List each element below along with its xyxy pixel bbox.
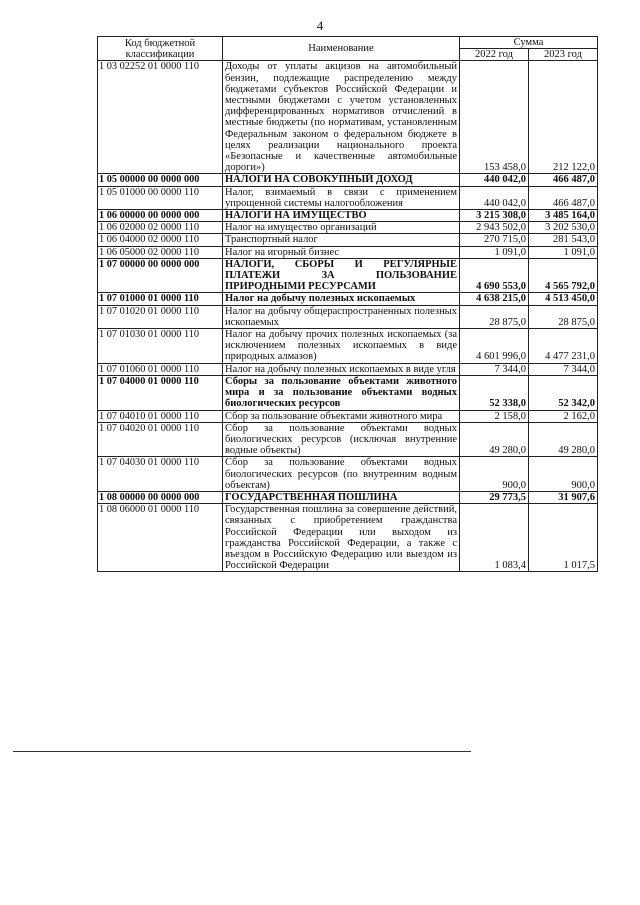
row-name: Государственная пошлина за совершение действий, связанных с приобретением гражданства Российской Федерации или выходом из гражданства Российской Федерации, а также с въездом в Российскую Федерацию или выездом из Российской Федерации — [223, 504, 460, 572]
row-code: 1 07 04020 01 0000 110 — [98, 422, 223, 457]
header-sum: Сумма — [460, 37, 598, 49]
row-code: 1 07 01020 01 0000 110 — [98, 305, 223, 328]
row-name: Налог на добычу полезных ископаемых — [223, 293, 460, 305]
row-sum-2023: 3 202 530,0 — [529, 222, 598, 234]
table-row — [98, 246, 598, 258]
header-year-2023: 2023 год — [529, 49, 598, 61]
row-code: 1 06 02000 02 0000 110 — [98, 222, 223, 234]
row-name: Налог на добычу общераспространенных полезных ископаемых — [223, 305, 460, 328]
table-row — [98, 363, 598, 375]
row-name: Налог, взимаемый в связи с применением упрощенной системы налогообложения — [223, 186, 460, 209]
header-code: Код бюджетной классификации — [98, 37, 223, 61]
row-sum-2022: 1 083,4 — [460, 504, 529, 572]
row-sum-2023: 1 017,5 — [529, 504, 598, 572]
row-sum-2022: 3 215 308,0 — [460, 210, 529, 222]
row-sum-2022: 2 943 502,0 — [460, 222, 529, 234]
row-name: Доходы от уплаты акцизов на автомобильный бензин, подлежащие распределению между бюджетами субъектов Российской Федерации и местными бюджетами с учетом установленных дифференцированных нормативов отчислений в местные бюджеты (по нормативам, установленным Федеральным законом о федеральном бюджете в целях реализации национального проекта «Безопасные и качественные автомобильные дороги») — [223, 61, 460, 174]
row-sum-2022: 270 715,0 — [460, 234, 529, 246]
row-sum-2023: 4 477 231,0 — [529, 329, 598, 364]
table-row — [98, 258, 598, 293]
row-code: 1 07 04030 01 0000 110 — [98, 457, 223, 492]
table-row — [98, 293, 598, 305]
row-sum-2022: 440 042,0 — [460, 174, 529, 186]
row-sum-2022: 28 875,0 — [460, 305, 529, 328]
row-sum-2023: 52 342,0 — [529, 375, 598, 410]
row-sum-2023: 281 543,0 — [529, 234, 598, 246]
row-code: 1 06 04000 02 0000 110 — [98, 234, 223, 246]
row-sum-2022: 52 338,0 — [460, 375, 529, 410]
row-sum-2022: 440 042,0 — [460, 186, 529, 209]
table-row — [98, 186, 598, 209]
row-code: 1 08 00000 00 0000 000 — [98, 491, 223, 503]
page-number: 4 — [316, 18, 324, 33]
row-sum-2022: 4 690 553,0 — [460, 258, 529, 293]
row-sum-2022: 4 601 996,0 — [460, 329, 529, 364]
table-row — [98, 329, 598, 364]
row-sum-2023: 31 907,6 — [529, 491, 598, 503]
table-row — [98, 174, 598, 186]
row-sum-2023: 466 487,0 — [529, 186, 598, 209]
row-name: Сборы за пользование объектами животного мира и за пользование объектами водных биологических ресурсов — [223, 375, 460, 410]
row-sum-2022: 153 458,0 — [460, 61, 529, 174]
row-sum-2023: 900,0 — [529, 457, 598, 492]
row-code: 1 07 04010 01 0000 110 — [98, 410, 223, 422]
row-code: 1 06 05000 02 0000 110 — [98, 246, 223, 258]
row-name: Налог на добычу прочих полезных ископаемых (за исключением полезных ископаемых в виде природных алмазов) — [223, 329, 460, 364]
table-row — [98, 504, 598, 572]
row-name: НАЛОГИ НА СОВОКУПНЫЙ ДОХОД — [223, 174, 460, 186]
row-name: Транспортный налог — [223, 234, 460, 246]
table-row — [98, 410, 598, 422]
row-sum-2023: 49 280,0 — [529, 422, 598, 457]
row-name: Налог на добычу полезных ископаемых в виде угля — [223, 363, 460, 375]
header-row — [98, 37, 598, 49]
row-code: 1 07 00000 00 0000 000 — [98, 258, 223, 293]
row-sum-2023: 3 485 164,0 — [529, 210, 598, 222]
row-sum-2023: 28 875,0 — [529, 305, 598, 328]
table-row — [98, 305, 598, 328]
row-sum-2022: 900,0 — [460, 457, 529, 492]
row-name: Сбор за пользование объектами животного мира — [223, 410, 460, 422]
row-name: Налог на имущество организаций — [223, 222, 460, 234]
row-sum-2023: 4 565 792,0 — [529, 258, 598, 293]
row-code: 1 08 06000 01 0000 110 — [98, 504, 223, 572]
row-name: Налог на игорный бизнес — [223, 246, 460, 258]
row-sum-2023: 466 487,0 — [529, 174, 598, 186]
row-sum-2022: 49 280,0 — [460, 422, 529, 457]
row-sum-2023: 2 162,0 — [529, 410, 598, 422]
table-row — [98, 422, 598, 457]
table-row — [98, 210, 598, 222]
row-name: Сбор за пользование объектами водных биологических ресурсов (по внутренним водным объектам) — [223, 457, 460, 492]
row-name: Сбор за пользование объектами водных биологических ресурсов (исключая внутренние водные объекты) — [223, 422, 460, 457]
row-code: 1 03 02252 01 0000 110 — [98, 61, 223, 174]
row-code: 1 07 01030 01 0000 110 — [98, 329, 223, 364]
row-name: ГОСУДАРСТВЕННАЯ ПОШЛИНА — [223, 491, 460, 503]
row-sum-2022: 29 773,5 — [460, 491, 529, 503]
row-sum-2022: 4 638 215,0 — [460, 293, 529, 305]
row-code: 1 07 04000 01 0000 110 — [98, 375, 223, 410]
budget-table — [97, 36, 598, 572]
row-name: НАЛОГИ НА ИМУЩЕСТВО — [223, 210, 460, 222]
row-code: 1 05 00000 00 0000 000 — [98, 174, 223, 186]
table-row — [98, 457, 598, 492]
header-name: Наименование — [223, 37, 460, 61]
row-sum-2022: 1 091,0 — [460, 246, 529, 258]
row-code: 1 07 01000 01 0000 110 — [98, 293, 223, 305]
row-sum-2023: 7 344,0 — [529, 363, 598, 375]
table-row — [98, 222, 598, 234]
row-sum-2023: 1 091,0 — [529, 246, 598, 258]
row-code: 1 06 00000 00 0000 000 — [98, 210, 223, 222]
row-name: НАЛОГИ, СБОРЫ И РЕГУЛЯРНЫЕ ПЛАТЕЖИ ЗА ПОЛЬЗОВАНИЕ ПРИРОДНЫМИ РЕСУРСАМИ — [223, 258, 460, 293]
header-year-2022: 2022 год — [460, 49, 529, 61]
row-code: 1 05 01000 00 0000 110 — [98, 186, 223, 209]
footer-divider — [13, 751, 471, 752]
row-sum-2022: 2 158,0 — [460, 410, 529, 422]
row-code: 1 07 01060 01 0000 110 — [98, 363, 223, 375]
table-row — [98, 61, 598, 174]
table-row — [98, 491, 598, 503]
row-sum-2022: 7 344,0 — [460, 363, 529, 375]
row-sum-2023: 212 122,0 — [529, 61, 598, 174]
table-row — [98, 234, 598, 246]
row-sum-2023: 4 513 450,0 — [529, 293, 598, 305]
table-row — [98, 375, 598, 410]
